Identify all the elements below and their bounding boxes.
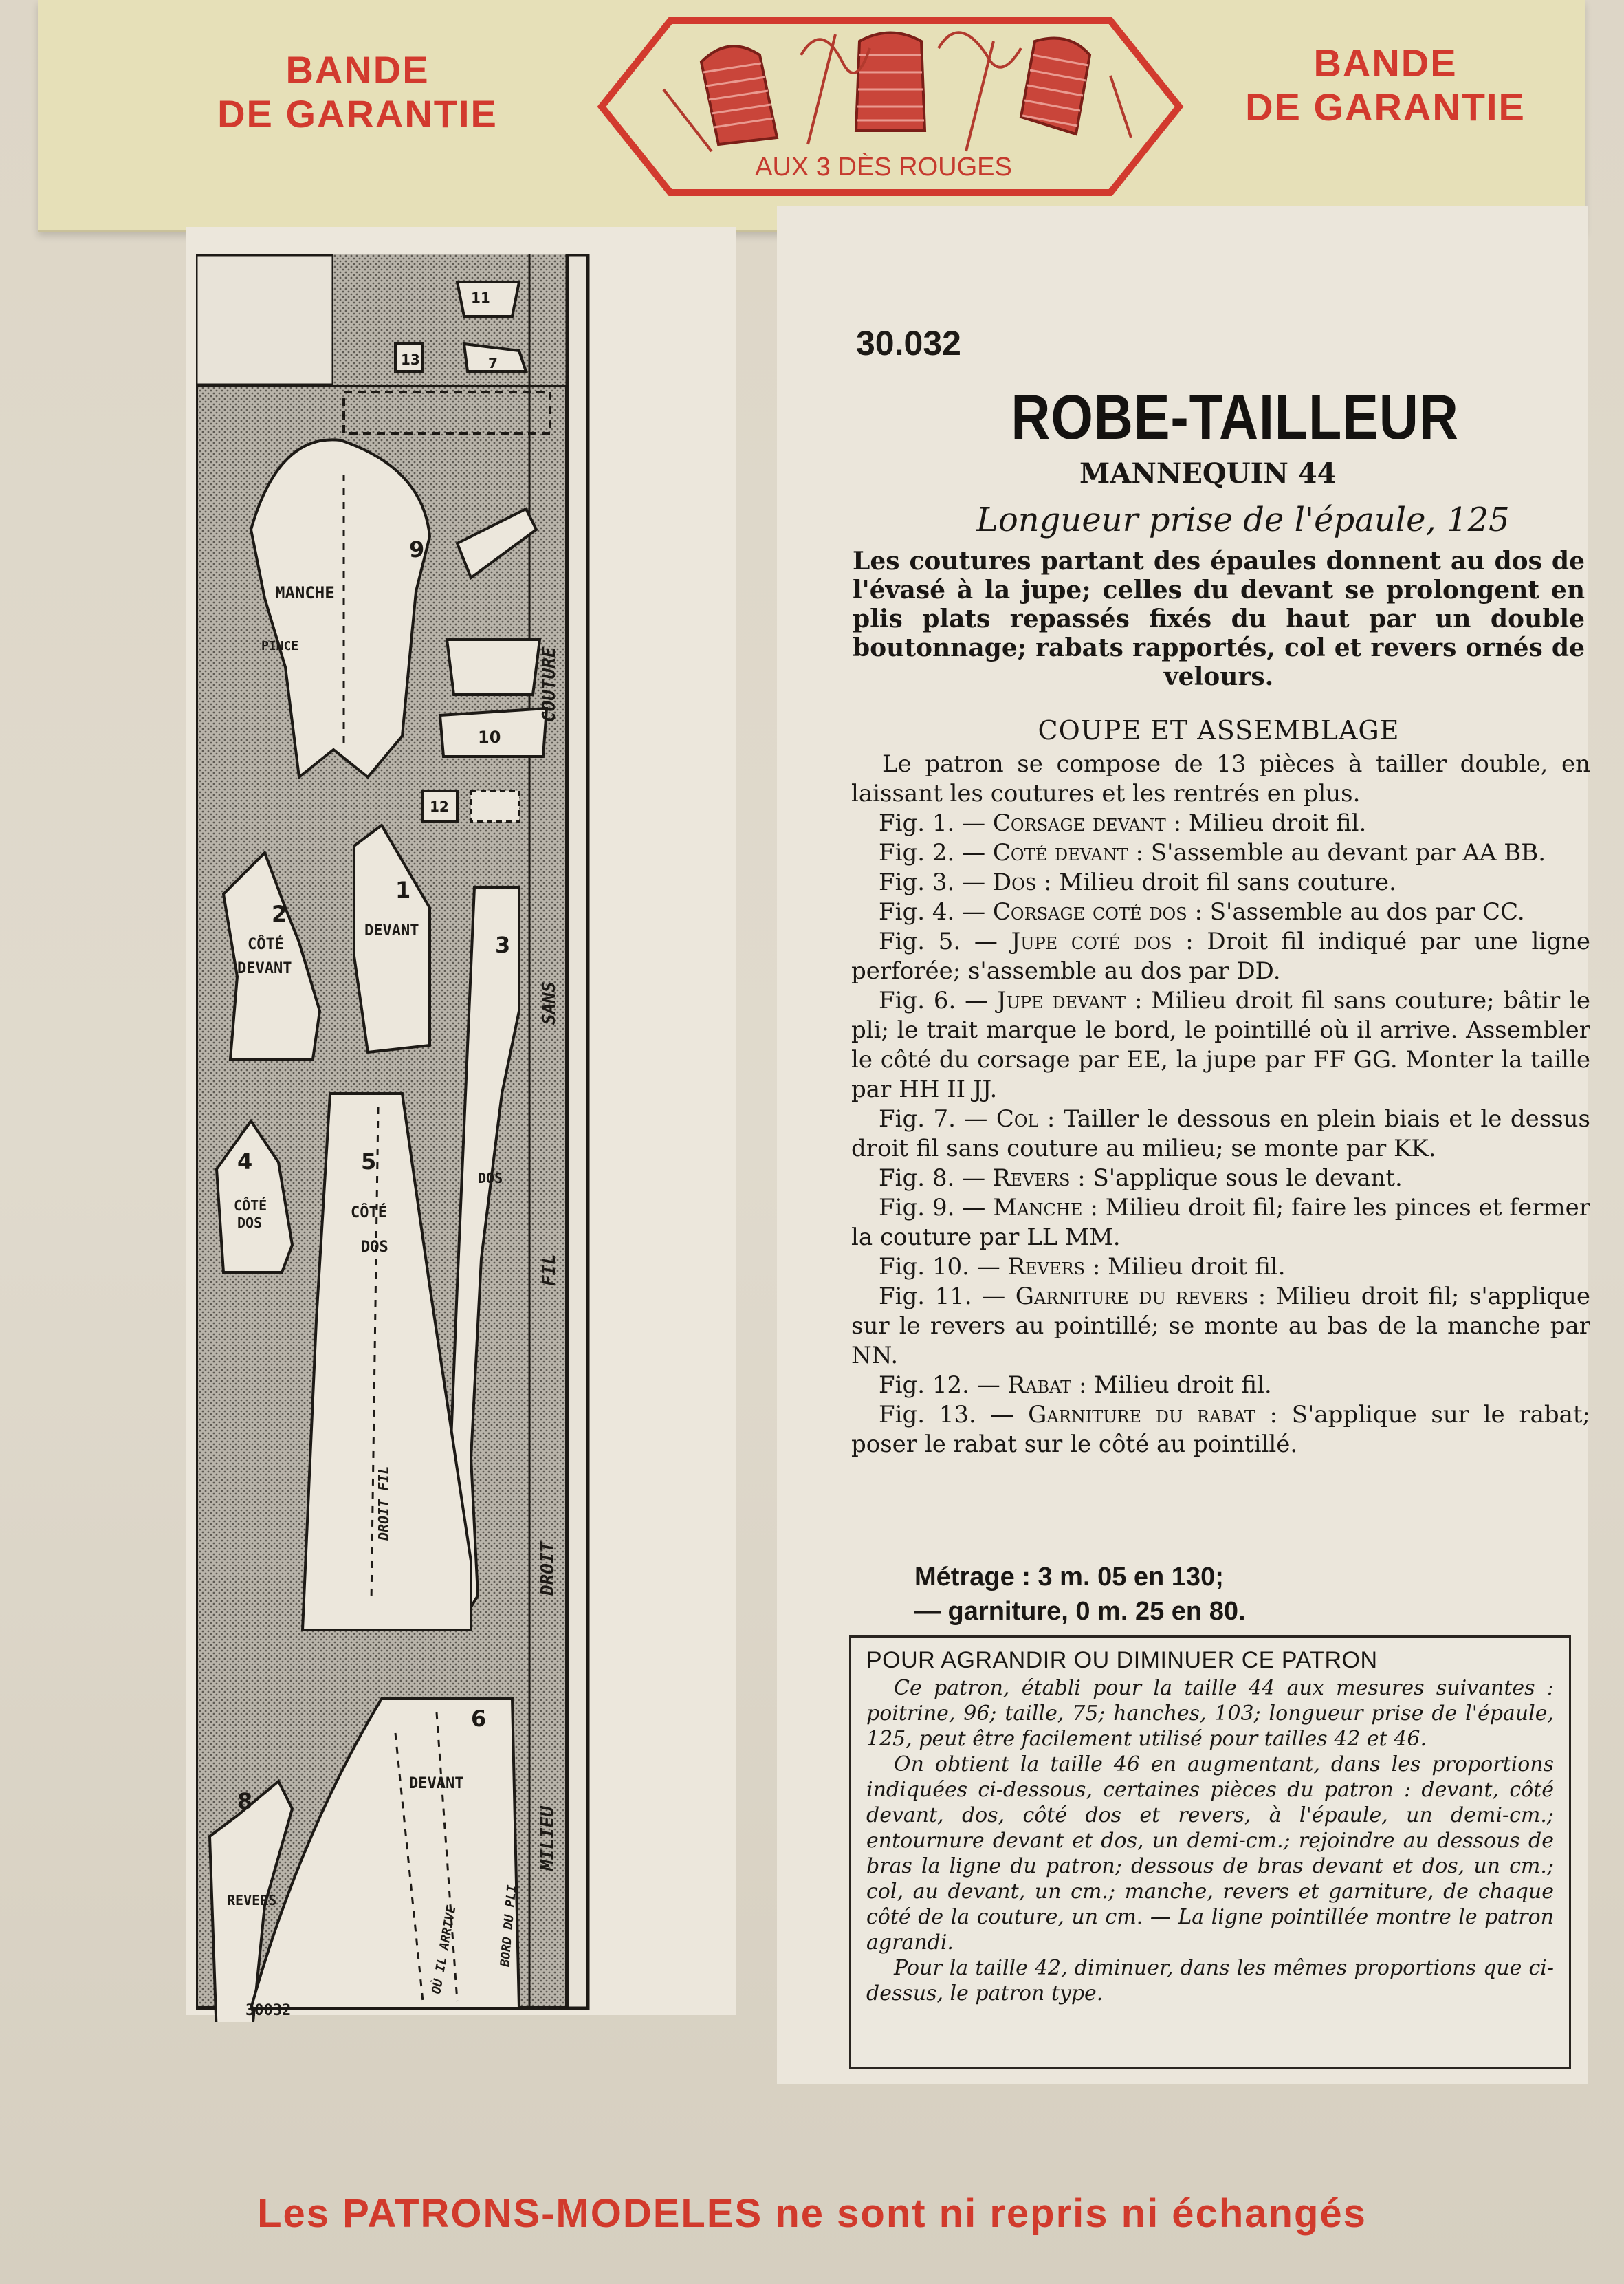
resize-instructions-box bbox=[849, 1635, 1571, 2069]
label-cote-devant-a: CÔTÉ bbox=[248, 936, 284, 953]
label-droit-fil: DROIT FIL bbox=[375, 1466, 392, 1541]
num-11: 11 bbox=[471, 290, 490, 306]
resize-paragraph-2: On obtient la taille 46 en augmentant, dans les proportions indiquées ci-dessous, certaines pièces du patron : devant, côté devant, dos, côté dos et revers, à l'épaule, un demi-cm.; entournure devant et dos, un demi-cm.; rejoindre au dessous de bras la ligne du patron; dessous de bras devant et dos, un cm.; col, au devant, un cm.; manche, revers et garniture, de chaque côté de la couture, un cm. — La ligne pointillée montre le patron agrandi. bbox=[866, 1752, 1554, 1955]
fig-12: Fig. 12. — Rabat : Milieu droit fil. bbox=[879, 1371, 1272, 1399]
label-couture: COUTURE bbox=[539, 646, 560, 722]
band-right-line2: DE GARANTIE bbox=[1245, 85, 1526, 129]
label-revers: REVERS bbox=[227, 1892, 277, 1908]
piece-revers-b bbox=[447, 640, 540, 695]
label-ou-il-arrive: OÙ IL ARRIVE bbox=[429, 1904, 459, 1995]
label-fil: FIL bbox=[539, 1254, 560, 1286]
resize-title: POUR AGRANDIR OU DIMINUER CE PATRON bbox=[866, 1647, 1378, 1673]
num-8: 8 bbox=[237, 1788, 253, 1814]
assembly-instructions bbox=[851, 750, 1590, 1459]
num-6: 6 bbox=[471, 1706, 487, 1732]
label-bord-du-pli: BORD DU PLI bbox=[498, 1884, 520, 1968]
label-cote-dos-b: DOS bbox=[237, 1215, 263, 1231]
label-dos: DOS bbox=[478, 1170, 503, 1186]
num-13: 13 bbox=[401, 351, 420, 368]
footer-notice: Les PATRONS-MODELES ne sont ni repris ni échangés bbox=[257, 2191, 1367, 2236]
num-4: 4 bbox=[237, 1149, 253, 1175]
resize-paragraph-3: Pour la taille 42, diminuer, dans les mêmes proportions que ci-dessus, le patron type. bbox=[866, 1956, 1554, 2005]
fig-11: Fig. 11. — Garniture du revers : Milieu droit fil; s'applique sur le revers au pointillé; se monte au bas de la manche par NN. bbox=[851, 1283, 1591, 1369]
metrage-line1: Métrage : 3 m. 05 en 130; bbox=[914, 1563, 1224, 1591]
num-2: 2 bbox=[272, 901, 287, 927]
metrage-line2: — garniture, 0 m. 25 en 80. bbox=[914, 1597, 1246, 1626]
length-note: Longueur prise de l'épaule, 125 bbox=[976, 501, 1510, 539]
band-logo-text: AUX 3 DÈS ROUGES bbox=[755, 153, 1012, 182]
label-pince: PINCE bbox=[261, 639, 299, 653]
fig-4: Fig. 4. — Corsage coté dos : S'assemble au dos par CC. bbox=[879, 898, 1525, 926]
pattern-title: ROBE-TAILLEUR bbox=[1011, 382, 1459, 453]
label-milieu: MILIEU bbox=[538, 1806, 558, 1871]
fig-13: Fig. 13. — Garniture du rabat : S'applique sur le rabat; poser le rabat sur le côté au pointillé. bbox=[851, 1401, 1591, 1458]
num-12: 12 bbox=[430, 798, 449, 815]
guarantee-band bbox=[38, 0, 1585, 232]
fig-7: Fig. 7. — Col : Tailler le dessous en plein biais et le dessus droit fil sans couture au milieu; se monte par KK. bbox=[851, 1105, 1590, 1162]
fig-5: Fig. 5. — Jupe coté dos : Droit fil indiqué par une ligne perforée; s'assemble au dos par DD. bbox=[851, 928, 1590, 985]
fig-9: Fig. 9. — Manche : Milieu droit fil; faire les pinces et fermer la couture par LL MM. bbox=[851, 1194, 1591, 1251]
label-cote-dos-jupe-a: CÔTÉ bbox=[351, 1204, 387, 1221]
label-manche: MANCHE bbox=[275, 583, 335, 602]
label-devant-small: DEVANT bbox=[364, 922, 419, 939]
fig-10: Fig. 10. — Revers : Milieu droit fil. bbox=[879, 1253, 1286, 1281]
fig-1: Fig. 1. — Corsage devant : Milieu droit fil. bbox=[879, 809, 1367, 837]
label-droit: DROIT bbox=[538, 1541, 558, 1596]
num-9: 9 bbox=[409, 536, 425, 563]
fig-6: Fig. 6. — Jupe devant : Milieu droit fil sans couture; bâtir le pli; le trait marque le bord, le pointillé où il arrive. Assembler le côté du corsage par EE, la jupe par FF GG. Monter la taille par HH II JJ. bbox=[851, 987, 1591, 1103]
band-label-left bbox=[151, 48, 564, 136]
description-intro: Les coutures partant des épaules donnent au dos de l'évasé à la jupe; celles du devant se prolongent en plis plats repassés fixés du haut par un double boutonnage; rabats rapportés, col et revers ornés de velours. bbox=[853, 547, 1585, 691]
resize-text bbox=[866, 1675, 1554, 2006]
band-right-line1: BANDE bbox=[1313, 41, 1458, 85]
num-7: 7 bbox=[488, 355, 498, 371]
label-sans: SANS bbox=[539, 981, 560, 1025]
thimble-icon-right bbox=[1021, 39, 1090, 135]
composition-text: Le patron se compose de 13 pièces à tailler double, en laissant les coutures et les rentrés en plus. bbox=[851, 750, 1590, 807]
thimble-icon-center bbox=[856, 33, 925, 131]
label-cote-dos-jupe-b: DOS bbox=[361, 1239, 388, 1256]
num-5: 5 bbox=[361, 1149, 377, 1175]
fig-2: Fig. 2. — Coté devant : S'assemble au devant par AA BB. bbox=[879, 839, 1546, 867]
num-10: 10 bbox=[478, 728, 501, 747]
label-devant-large: DEVANT bbox=[409, 1775, 464, 1792]
label-cote-dos-a: CÔTÉ bbox=[234, 1197, 267, 1214]
band-left-line2: DE GARANTIE bbox=[217, 92, 498, 135]
fabric-yardage bbox=[914, 1560, 1246, 1629]
band-label-right bbox=[1172, 41, 1599, 129]
num-1: 1 bbox=[395, 877, 411, 903]
fig-8: Fig. 8. — Revers : S'applique sous le devant. bbox=[879, 1164, 1403, 1192]
fig-3: Fig. 3. — Dos : Milieu droit fil sans couture. bbox=[879, 869, 1396, 896]
thimble-icon-left bbox=[701, 46, 777, 144]
num-3: 3 bbox=[495, 932, 511, 958]
cutting-layout-diagram bbox=[196, 254, 615, 2022]
label-cote-devant-b: DEVANT bbox=[237, 960, 292, 977]
band-left-line1: BANDE bbox=[285, 48, 430, 91]
label-ref: 30032 bbox=[245, 2002, 292, 2019]
section-heading: COUPE ET ASSEMBLAGE bbox=[1038, 715, 1400, 746]
pattern-code: 30.032 bbox=[856, 324, 961, 362]
resize-paragraph-1: Ce patron, établi pour la taille 44 aux mesures suivantes : poitrine, 96; taille, 75; hanches, 103; longueur prise de l'épaule, 125, peut être facilement utilisé pour tailles 42 et 46. bbox=[866, 1676, 1554, 1751]
mannequin-size: MANNEQUIN 44 bbox=[1079, 457, 1337, 490]
